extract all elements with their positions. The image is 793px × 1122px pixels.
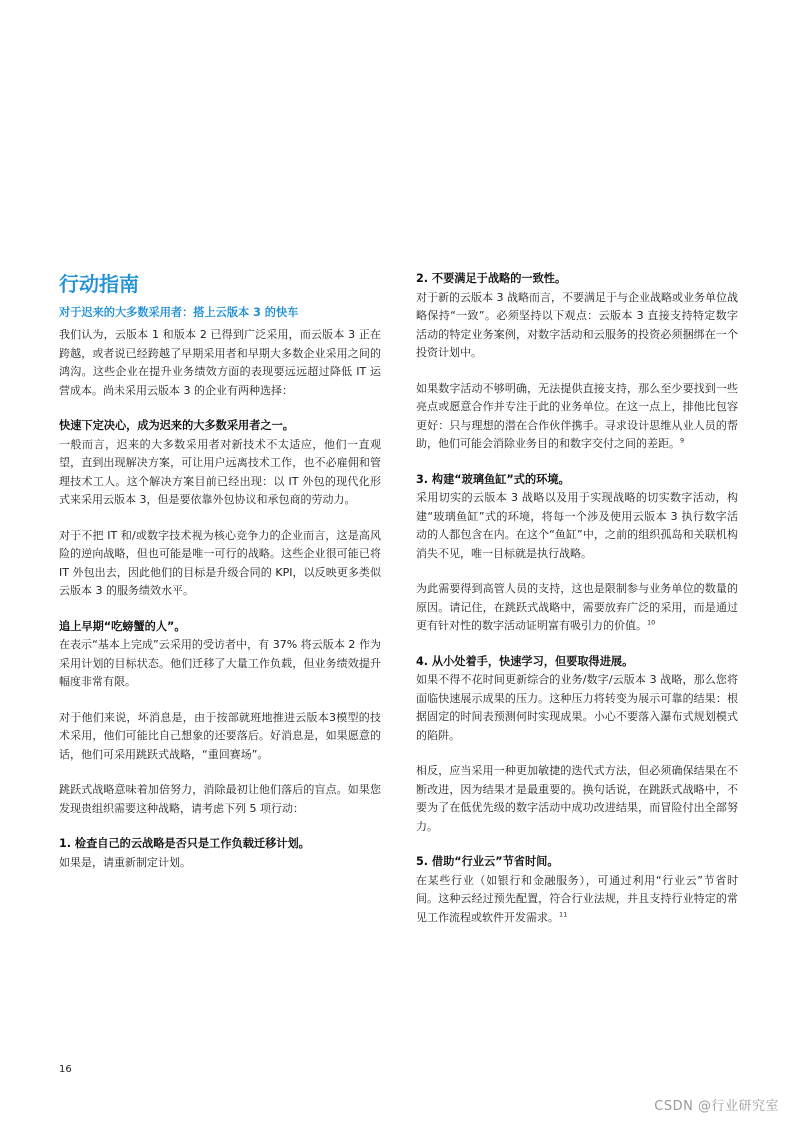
option1-heading: 快速下定决心，成为迟来的大多数采用者之一。 bbox=[59, 419, 294, 432]
action5-paragraph-1 bbox=[416, 872, 738, 928]
option1-paragraph-1: 一般而言，迟来的大多数采用者对新技术不太适应，他们一直观望，直到出现解决方案，可让用户远离技术工作，也不必雇佣和管理技术工人。这个解决方案目前已经出现：以 IT 外包的现代化形式来采用云版本 3，但是要依靠外包协议和承包商的劳动力。 bbox=[59, 437, 381, 506]
page-number: 16 bbox=[59, 1064, 72, 1075]
action3-heading: 3. 构建“玻璃鱼缸”式的环境。 bbox=[416, 472, 570, 486]
left-column bbox=[59, 270, 381, 872]
option2-paragraph-1: 在表示“基本上完成”云采用的受访者中，有 37% 将云版本 2 作为采用计划的目标状态。他们迁移了大量工作负载，但业务绩效提升幅度非常有限。 bbox=[59, 638, 381, 688]
action1-heading: 1. 检查自己的云战略是否只是工作负载迁移计划。 bbox=[59, 837, 310, 850]
right-column bbox=[416, 270, 738, 927]
action5-paragraph-1-text: 在某些行业（如银行和金融服务），可通过利用“行业云”节省时间。这种云经过预先配置，符合行业法规，并且支持行业特定的常见工作流程或软件开发需求。 bbox=[416, 873, 738, 924]
action4-paragraph-2: 相反，应当采用一种更加敏捷的迭代式方法，但必须确保结果在不断改进，因为结果才是最重要的。换句话说，在跳跃式战略中，不要为了在低优先级的数字活动中成功改进结果，而冒险付出全部努力。 bbox=[416, 764, 738, 833]
action1-body: 如果是，请重新制定计划。 bbox=[59, 855, 191, 869]
action2-paragraph-1: 对于新的云版本 3 战略而言，不要满足于与企业战略或业务单位战略保持“一致”。必须坚持以下观点：云版本 3 直接支持特定数字活动的特定业务案例，对数字活动和云服务的投资必须捆绑在一个投资计划中。 bbox=[416, 290, 738, 359]
action4-heading: 4. 从小处着手，快速学习，但要取得进展。 bbox=[416, 654, 634, 668]
footnote-ref-11: 11 bbox=[559, 909, 568, 918]
action3-paragraph-2-text: 为此需要得到高管人员的支持，这也是限制参与业务单位的数量的原因。请记住，在跳跃式战略中，需要放弃广泛的采用，而是通过更有针对性的数字活动证明富有吸引力的价值。 bbox=[416, 582, 738, 632]
action5-heading: 5. 借助“行业云”节省时间。 bbox=[416, 855, 559, 868]
action3-paragraph-2 bbox=[416, 580, 738, 636]
section-subtitle: 对于迟来的大多数采用者：搭上云版本 3 的快车 bbox=[59, 306, 299, 319]
action3-paragraph-1: 采用切实的云版本 3 战略以及用于实现战略的切实数字活动，构建“玻璃鱼缸”式的环境，将每一个涉及使用云版本 3 执行数字活动的人都包含在内。在这个“鱼缸”中，之前的组织孤岛和关联机构消失不见，唯一目标就是执行战略。 bbox=[416, 491, 738, 560]
watermark: CSDN @行业研究室 bbox=[654, 1099, 779, 1114]
option2-paragraph-3: 跳跃式战略意味着加倍努力，消除最初让他们落后的盲点。如果您发现贵组织需要这种战略，请考虑下列 5 项行动： bbox=[59, 783, 381, 815]
footnote-ref-9: 9 bbox=[680, 436, 685, 445]
option1-paragraph-2: 对于不把 IT 和/或数字技术视为核心竞争力的企业而言，这是高风险的逆向战略，但也可能是唯一可行的战略。这些企业很可能已将 IT 外包出去，因此他们的目标是升级合同的 KPI，以反映更多类似云版本 3 的服务绩效水平。 bbox=[59, 528, 381, 597]
intro-paragraph: 我们认为，云版本 1 和版本 2 已得到广泛采用，而云版本 3 正在跨越，或者说已经跨越了早期采用者和早期大多数企业采用之间的鸿沟。这些企业在提升业务绩效方面的表现要远远超过降低 IT 运营成本。尚未采用云版本 3 的企业有两种选择： bbox=[59, 328, 381, 397]
action4-paragraph-1: 如果不得不花时间更新综合的业务/数字/云版本 3 战略，那么您将面临快速展示成果的压力。这种压力将转变为展示可靠的结果：根据固定的时间表预测何时实现成果。小心不要落入瀑布式规划模式的陷阱。 bbox=[416, 673, 738, 742]
action2-heading: 2. 不要满足于战略的一致性。 bbox=[416, 272, 567, 285]
section-title: 行动指南 bbox=[59, 272, 139, 296]
option2-paragraph-2: 对于他们来说，坏消息是，由于按部就班地推进云版本3模型的技术采用，他们可能比自己想象的还要落后。好消息是，如果愿意的话，他们可采用跳跃式战略，“重回赛场”。 bbox=[59, 710, 381, 761]
action2-paragraph-2-text: 如果数字活动不够明确，无法提供直接支持，那么至少要找到一些亮点或愿意合作并专注于此的业务单位。在这一点上，排他比包容更好：只与理想的潜在合作伙伴携手。寻求设计思维从业人员的帮助，他们可能会消除业务目的和数字交付之间的差距。 bbox=[416, 381, 738, 450]
option2-heading: 追上早期“吃螃蟹的人”。 bbox=[59, 619, 186, 633]
action2-paragraph-2 bbox=[416, 380, 738, 454]
footnote-ref-10: 10 bbox=[647, 618, 656, 627]
